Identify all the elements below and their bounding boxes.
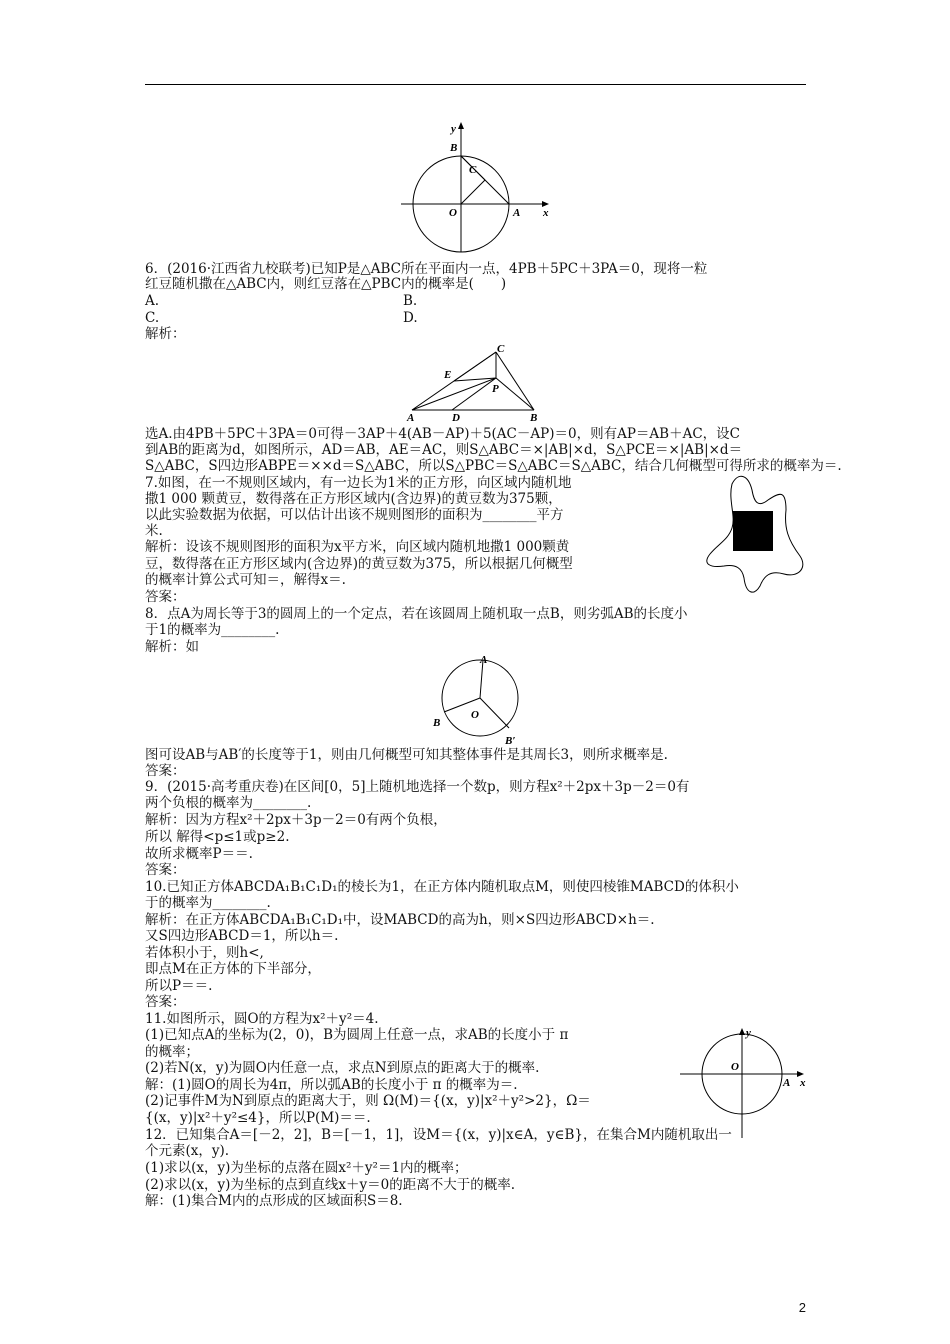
text-line: (2)求以(x，y)为坐标的点到直线x＋y＝0的距离不大于的概率. [145,1177,516,1193]
text-line: 12．已知集合A＝[－2，2]，B＝[－1，1]，设M＝{(x，y)|x∈A，y∈B}，在集合M内随机取出一 [145,1127,732,1143]
text-line: (2)记事件M为N到原点的距离大于，则 Ω(M)＝{(x，y)|x²＋y²>2}，Ω＝ [145,1093,591,1109]
fig1-label-b: B [450,142,458,154]
fig2-label-a: A [407,412,415,424]
text-line: 10.已知正方体ABCDA₁B₁C₁D₁的棱长为1，在正方体内随机取点M，则使四棱锥MABCD的体积小 [145,879,739,895]
figure-triangle-abc [402,342,552,424]
text-line: 故所求概率P＝＝. [145,846,253,862]
fig5-label-o: O [731,1061,739,1073]
text-line: (1)已知点A的坐标为(2，0)，B为圆周上任意一点，求AB的长度小于 π [145,1027,569,1043]
text-line: 又S四边形ABCD＝1，所以h＝. [145,928,339,944]
fig2-label-b: B [530,412,538,424]
fig5-label-x: x [800,1077,806,1089]
text-line: 图可设AB与AB′的长度等于1，则由几何概型可知其整体事件是其周长3，则所求概率是. [145,747,668,763]
text-line: 红豆随机撒在△ABC内，则红豆落在△PBC内的概率是( ) [145,276,507,292]
text-line: 解析：因为方程x²＋2px＋3p－2＝0有两个负根， [145,812,447,828]
text-line: 解析： [145,326,186,342]
text-line: 豆，数得落在正方形区域内(含边界)的黄豆数为375，所以根据几何概型 [145,556,573,572]
text-line: 所以P＝＝. [145,978,213,994]
option-b: B. [403,293,418,309]
text-line: 9．(2015·高考重庆卷)在区间[0，5]上随机地选择一个数p，则方程x²＋2px＋3p－2＝0有 [145,779,690,795]
text-line: 即点M在正方体的下半部分， [145,961,321,977]
fig2-label-p: P [492,383,499,395]
fig2-label-d: D [452,412,460,424]
figure-irregular-region [688,470,823,600]
text-line: 答案： [145,589,186,605]
text-line: 选A.由4PB＋5PC＋3PA＝0可得－3AP＋4(AB－AP)＋5(AC－AP)＝0，则有AP＝AB＋AC，设C [145,426,740,442]
text-line: 11.如图所示，圆O的方程为x²＋y²＝4. [145,1011,379,1027]
text-line: {(x，y)|x²＋y²≤4}，所以P(M)＝＝. [145,1110,371,1126]
fig1-label-o: O [449,207,457,219]
text-line: 于1的概率为________. [145,622,280,638]
fig2-label-c: C [497,343,505,355]
figure-circle-o [678,1026,813,1141]
text-line: 6．(2016·江西省九校联考)已知P是△ABC所在平面内一点，4PB＋5PC＋3PA＝0，现将一粒 [145,261,708,277]
text-line: S△ABC，S四边形ABPE＝××d＝S△ABC，所以S△PBC＝S△ABC＝S△ABC，结合几何概型可得所求的概率为＝. [145,458,842,474]
text-line: 所以 解得<p≤1或p≥2. [145,829,290,845]
text-line: 撒1 000 颗黄豆，数得落在正方形区域内(含边界)的黄豆数为375颗， [145,491,562,507]
text-line: 答案： [145,994,186,1010]
text-line: 8．点A为周长等于3的圆周上的一个定点，若在该圆周上随机取一点B，则劣弧AB的长度小 [145,606,688,622]
fig5-label-y: y [746,1027,751,1039]
fig1-label-a: A [513,207,521,219]
text-line: 到AB的距离为d，如图所示，AD＝AB，AE＝AC，则S△ABC＝×|AB|×d，S△PCE＝×|AB|×d＝ [145,442,743,458]
fig1-label-y: y [451,123,456,135]
text-line: 个元素(x，y). [145,1143,230,1159]
text-line: 的概率； [145,1044,199,1060]
text-line: 两个负根的概率为________. [145,795,312,811]
fig4-label-bprime: B′ [505,735,516,747]
fig2-label-e: E [444,369,452,381]
option-d: D. [403,310,418,326]
text-line: (1)求以(x，y)为坐标的点落在圆x²＋y²＝1内的概率； [145,1160,468,1176]
fig5-label-a: A [783,1077,791,1089]
fig4-label-o: O [471,709,479,721]
header-rule [145,84,806,85]
fig1-label-x: x [543,207,549,219]
text-line: 解析：如 [145,639,199,655]
text-line: 答案： [145,763,186,779]
text-line: 解析：在正方体ABCDA₁B₁C₁D₁中，设MABCD的高为h，则×S四边形ABCD×h＝. [145,912,655,928]
page-number: 2 [798,1300,806,1315]
text-line: 米. [145,523,163,539]
option-a: A. [145,293,160,309]
fig4-label-a: A [480,654,488,666]
text-line: 的概率计算公式可知＝，解得x＝. [145,572,346,588]
text-line: 答案： [145,862,186,878]
text-line: 以此实验数据为依据，可以估计出该不规则图形的面积为________平方 [145,507,564,523]
text-line: 7.如图，在一不规则区域内，有一边长为1米的正方形，向区域内随机地 [145,475,572,491]
text-line: 解析：设该不规则图形的面积为x平方米，向区域内随机地撒1 000颗黄 [145,539,570,555]
figure-circle-bca [395,120,565,255]
fig4-label-b: B [433,717,441,729]
option-c: C. [145,310,160,326]
figure-circle-arcs [425,650,535,750]
text-line: 若体积小于，则h<, [145,945,264,961]
fig1-label-c: C [469,164,477,176]
text-line: (2)若N(x，y)为圆O内任意一点，求点N到原点的距离大于的概率. [145,1060,540,1076]
text-line: 解：(1)集合M内的点形成的区域面积S＝8. [145,1193,403,1209]
text-line: 于的概率为________. [145,895,271,911]
text-line: 解：(1)圆O的周长为4π，所以弧AB的长度小于 π 的概率为＝. [145,1077,518,1093]
